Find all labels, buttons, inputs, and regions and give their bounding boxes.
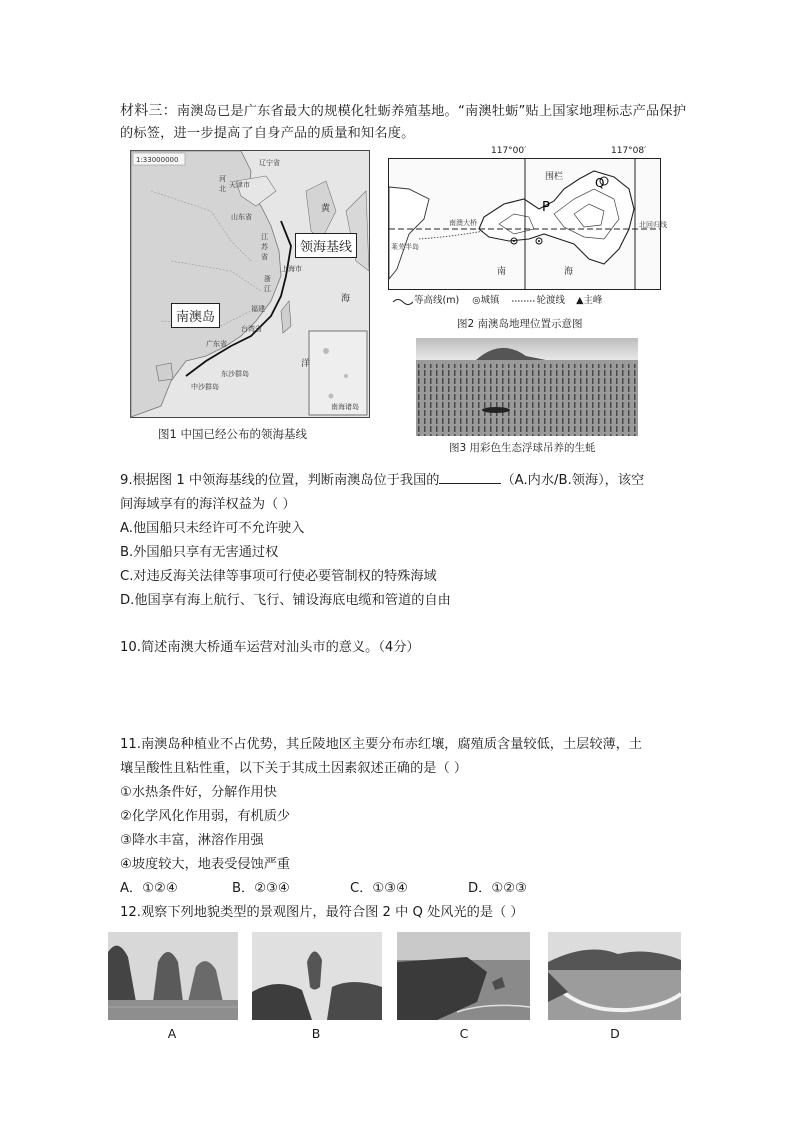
q11-option-a: A．①②④ bbox=[120, 881, 178, 896]
material-label: 材料三： bbox=[120, 103, 177, 119]
svg-text:北: 北 bbox=[219, 185, 226, 193]
q9-option-b: B.外国船只享有无害通过权 bbox=[120, 545, 279, 560]
nanao-island-map bbox=[389, 159, 667, 289]
q12-stem: 12.观察下列地貌类型的景观图片，最符合图 2 中 Q 处风光的是（ ） bbox=[120, 905, 524, 920]
q10-stem: 10.简述南澳大桥通车运营对汕头市的意义。（4分） bbox=[120, 640, 420, 655]
q9-option-d: D.他国享有海上航行、飞行、铺设海底电缆和管道的自由 bbox=[120, 593, 451, 608]
option-c-label: C bbox=[459, 1026, 469, 1041]
option-d-beach-photo bbox=[548, 932, 681, 1020]
legend-town: 城镇 bbox=[480, 295, 500, 306]
lon-label-1: 117°00′ bbox=[491, 146, 527, 156]
q9-blank[interactable] bbox=[439, 469, 501, 484]
label-nanao-island: 南澳岛 bbox=[171, 303, 220, 328]
q9-option-a: A.他国船只未经许可不允许驶入 bbox=[120, 521, 305, 536]
label-q: Q bbox=[595, 176, 605, 190]
label-baseline: 领海基线 bbox=[295, 233, 357, 258]
svg-text:东沙群岛: 东沙群岛 bbox=[221, 370, 249, 378]
svg-text:浙: 浙 bbox=[264, 275, 271, 283]
legend-peak: 主峰 bbox=[583, 295, 603, 306]
svg-text:广东省: 广东省 bbox=[206, 340, 227, 348]
material-text: 南澳岛已是广东省最大的规模化牡蛎养殖基地。“南澳牡蛎”贴上国家地理标志产品保护的标签，进一步提高了自身产品的质量和知名度。 bbox=[120, 104, 687, 141]
figure-1-map bbox=[130, 150, 370, 418]
lon-label-2: 117°08′ bbox=[611, 146, 647, 156]
label-tropic: 北回归线 bbox=[639, 221, 667, 229]
svg-text:中沙群岛: 中沙群岛 bbox=[191, 383, 219, 391]
option-a-karst-photo bbox=[108, 932, 238, 1020]
svg-text:天津市: 天津市 bbox=[229, 181, 250, 189]
label-weilan: 围栏 bbox=[545, 172, 564, 182]
q11-stem-b: 壤呈酸性且粘性重，以下关于其成土因素叙述正确的是（ ） bbox=[120, 761, 468, 776]
china-coast-map bbox=[131, 151, 369, 417]
oyster-farm-image bbox=[416, 338, 638, 436]
q11-item-4: ④坡度较大，地表受侵蚀严重 bbox=[120, 857, 291, 872]
svg-text:海: 海 bbox=[341, 294, 351, 304]
figure-1-caption: 图1 中国已经公布的领海基线 bbox=[158, 427, 307, 441]
option-b-label: B bbox=[311, 1026, 321, 1041]
legend-ferry: 轮渡线 bbox=[536, 295, 566, 306]
q9-stem-c: 间海域享有的海洋权益为（ ） bbox=[120, 497, 296, 512]
option-a-label: A bbox=[167, 1026, 177, 1041]
q11-option-c: C．①③④ bbox=[350, 881, 408, 896]
legend-contour: 等高线(m) bbox=[414, 295, 460, 306]
contour-legend-icon bbox=[392, 296, 414, 306]
material-three bbox=[120, 100, 690, 145]
svg-text:河: 河 bbox=[219, 175, 226, 183]
map-scale: 1:33000000 bbox=[136, 156, 179, 164]
q11-item-1: ①水热条件好，分解作用快 bbox=[120, 785, 277, 800]
ferry-legend-icon bbox=[511, 296, 537, 306]
svg-text:江: 江 bbox=[261, 233, 268, 241]
figure-2-legend bbox=[392, 292, 662, 306]
svg-text:山东省: 山东省 bbox=[231, 213, 252, 221]
q9-option-c: C.对违反海关法律等事项可行使必要管制权的特殊海域 bbox=[120, 569, 437, 584]
svg-text:江: 江 bbox=[264, 285, 271, 293]
town-legend-icon: ◎ bbox=[472, 295, 481, 306]
figure-2-map bbox=[388, 158, 667, 290]
q11-item-3: ③降水丰富，淋溶作用强 bbox=[120, 833, 264, 848]
option-d-label: D bbox=[610, 1026, 620, 1041]
svg-text:黄: 黄 bbox=[321, 204, 331, 214]
svg-text:苏: 苏 bbox=[261, 243, 268, 251]
option-b-danxia-photo bbox=[252, 932, 382, 1020]
label-city: 莱芜半岛 bbox=[391, 243, 419, 251]
svg-text:上海市: 上海市 bbox=[281, 265, 302, 273]
peak-legend-icon: ▲ bbox=[576, 295, 584, 306]
svg-text:洋: 洋 bbox=[301, 359, 311, 369]
q9-stem-b: （A.内水/B.领海），该空 bbox=[501, 473, 645, 488]
label-bridge: 南澳大桥 bbox=[449, 219, 477, 227]
label-nan: 南 bbox=[497, 267, 507, 277]
label-p: P bbox=[542, 200, 550, 215]
svg-text:南海诸岛: 南海诸岛 bbox=[331, 403, 359, 411]
figure-2-caption: 图2 南澳岛地理位置示意图 bbox=[457, 318, 583, 330]
q11-stem-a: 11.南澳岛种植业不占优势，其丘陵地区主要分布赤红壤，腐殖质含量较低，土层较薄，土 bbox=[120, 737, 643, 752]
q11-option-b: B．②③④ bbox=[232, 881, 290, 896]
q11-option-d: D．①②③ bbox=[468, 881, 527, 896]
q11-item-2: ②化学风化作用弱，有机质少 bbox=[120, 809, 291, 824]
svg-text:辽宁省: 辽宁省 bbox=[259, 159, 280, 167]
label-hai: 海 bbox=[564, 267, 574, 277]
q9-line1 bbox=[120, 469, 644, 493]
svg-text:省: 省 bbox=[261, 253, 268, 261]
option-c-cliff-photo bbox=[397, 932, 530, 1020]
figure-3-photo bbox=[416, 338, 638, 436]
svg-text:福建: 福建 bbox=[251, 305, 265, 313]
svg-text:台湾省: 台湾省 bbox=[241, 325, 262, 333]
q9-stem-a: 9.根据图 1 中领海基线的位置，判断南澳岛位于我国的 bbox=[120, 473, 440, 488]
figure-3-caption: 图3 用彩色生态浮球吊养的生蚝 bbox=[449, 442, 596, 454]
